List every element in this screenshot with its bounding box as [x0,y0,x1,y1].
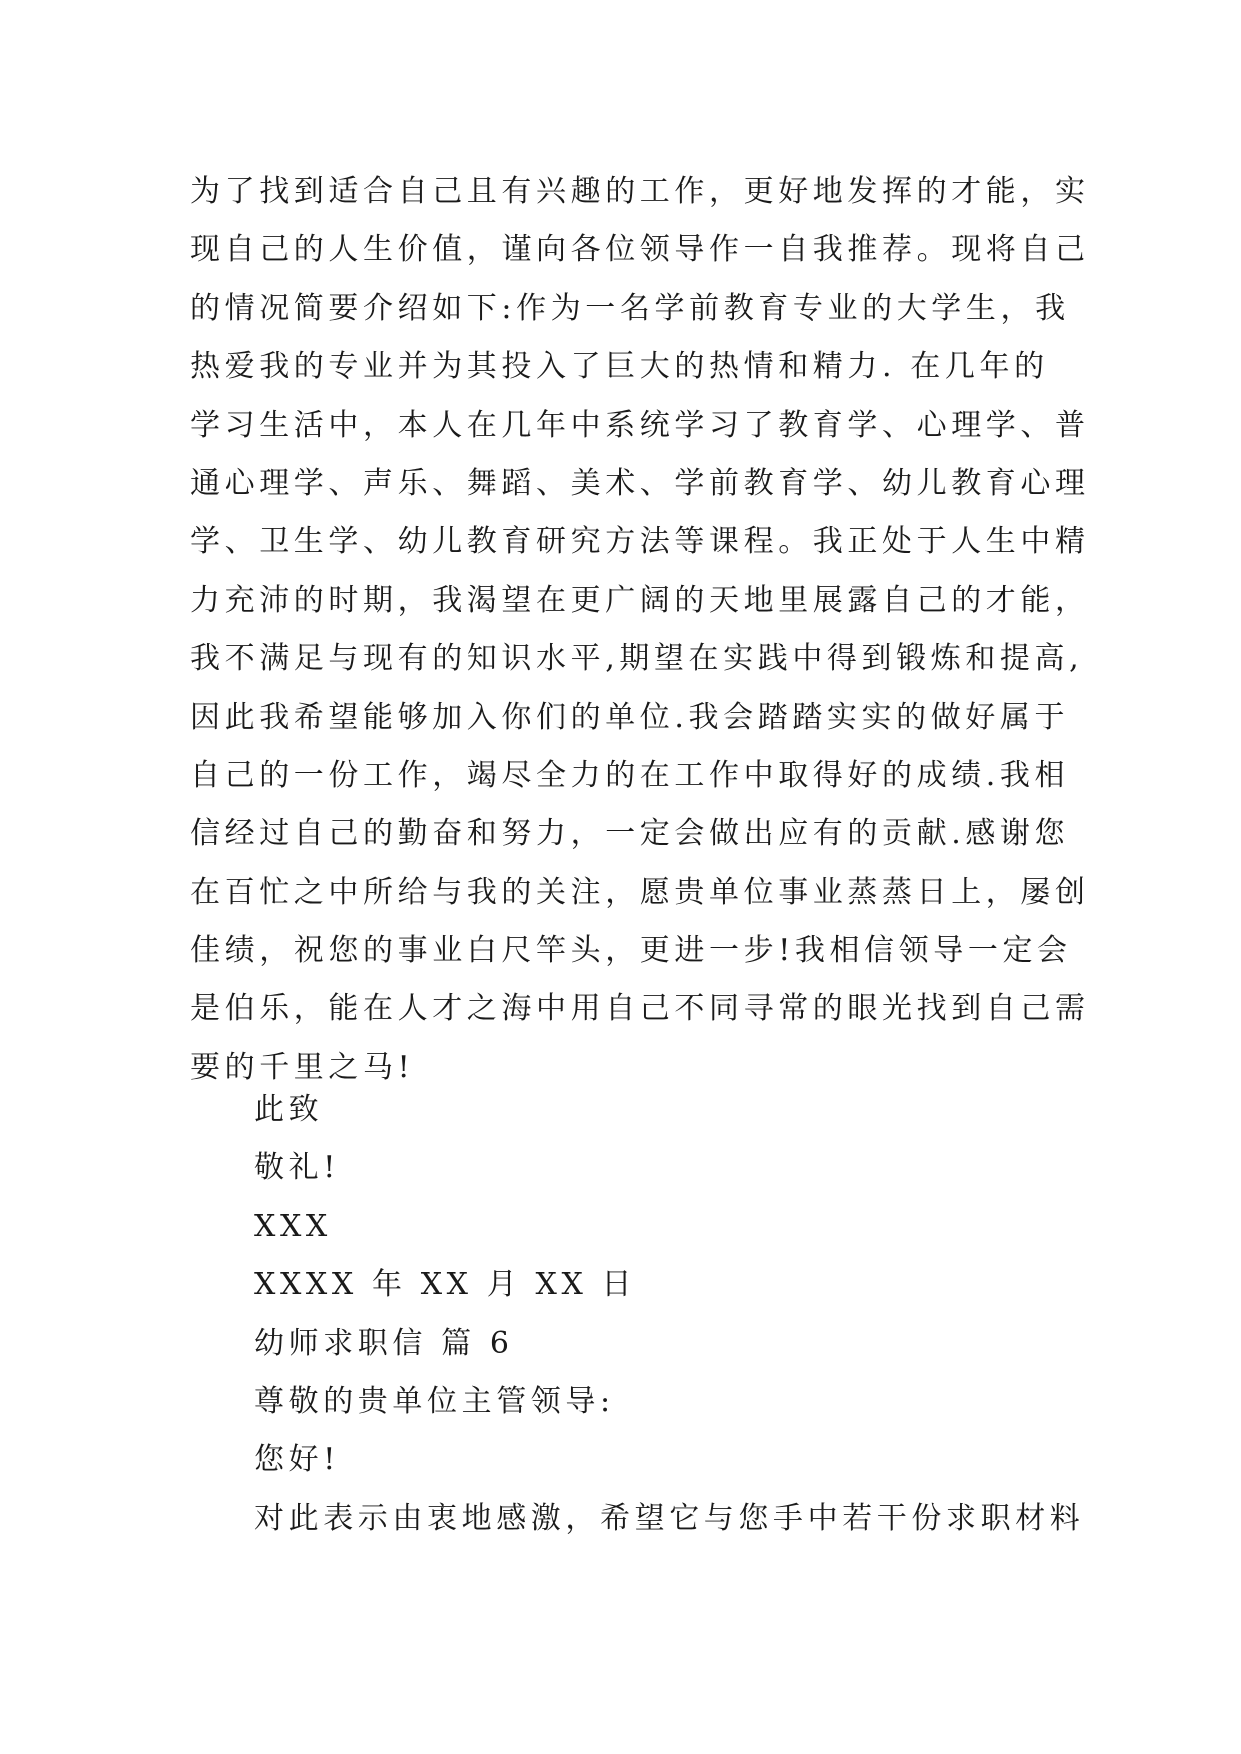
body-paragraph [190,163,1090,1097]
paragraph-line: 为了找到适合自己且有兴趣的工作，更好地发挥的才能，实 [190,174,1090,209]
paragraph-line: 学、卫生学、幼儿教育研究方法等课程。我正处于人生中精 [190,524,1090,560]
paragraph-line: 信经过自己的勤奋和努力，一定会做出应有的贡献.感谢您 [190,816,1070,852]
paragraph-line: 佳绩，祝您的事业白尺竿头，更进一步!我相信领导一定会 [190,933,1072,969]
salutation-jing-li: 敬礼! [254,1150,340,1186]
paragraph-line: 热爱我的专业并为其投入了巨大的热情和精力. 在几年的 [190,349,1049,385]
paragraph-line: 的情况简要介绍如下:作为一名学前教育专业的大学生，我 [190,290,1070,326]
paragraph-line: 力充沛的时期，我渴望在更广阔的天地里展露自己的才能， [190,582,1090,618]
paragraph-line: 通心理学、声乐、舞蹈、美术、学前教育学、幼儿教育心理 [190,465,1090,501]
paragraph-line: 我不满足与现有的知识水平,期望在实践中得到锻炼和提高, [190,641,1084,677]
paragraph-line: 因此我希望能够加入你们的单位.我会踏踏实实的做好属于 [190,699,1070,735]
salutation-ci-zhi: 此致 [254,1092,324,1127]
section-title: 幼师求职信 篇 6 [254,1325,514,1361]
signature-date: XXXX 年 XX 月 XX 日 [254,1267,637,1303]
paragraph-line: 现自己的人生价值，谨向各位领导作一自我推荐。现将自己 [190,232,1090,268]
recipient-greeting: 尊敬的贵单位主管领导: [254,1383,615,1419]
paragraph-line: 学习生活中，本人在几年中系统学习了教育学、心理学、普 [190,407,1090,443]
paragraph-line: 要的千里之马! [190,1049,415,1085]
letter-closing [254,1081,1085,1548]
paragraph-line: 自己的一份工作，竭尽全力的在工作中取得好的成绩.我相 [190,757,1070,793]
paragraph-line: 在百忙之中所给与我的关注，愿贵单位事业蒸蒸日上，屡创 [190,874,1090,910]
signature-name: XXX [254,1208,332,1244]
letter-opening-line: 对此表示由衷地感激，希望它与您手中若干份求职材料 [254,1500,1085,1536]
hello-line: 您好! [254,1442,340,1478]
paragraph-line: 是伯乐，能在人才之海中用自己不同寻常的眼光找到自己需 [190,991,1090,1027]
